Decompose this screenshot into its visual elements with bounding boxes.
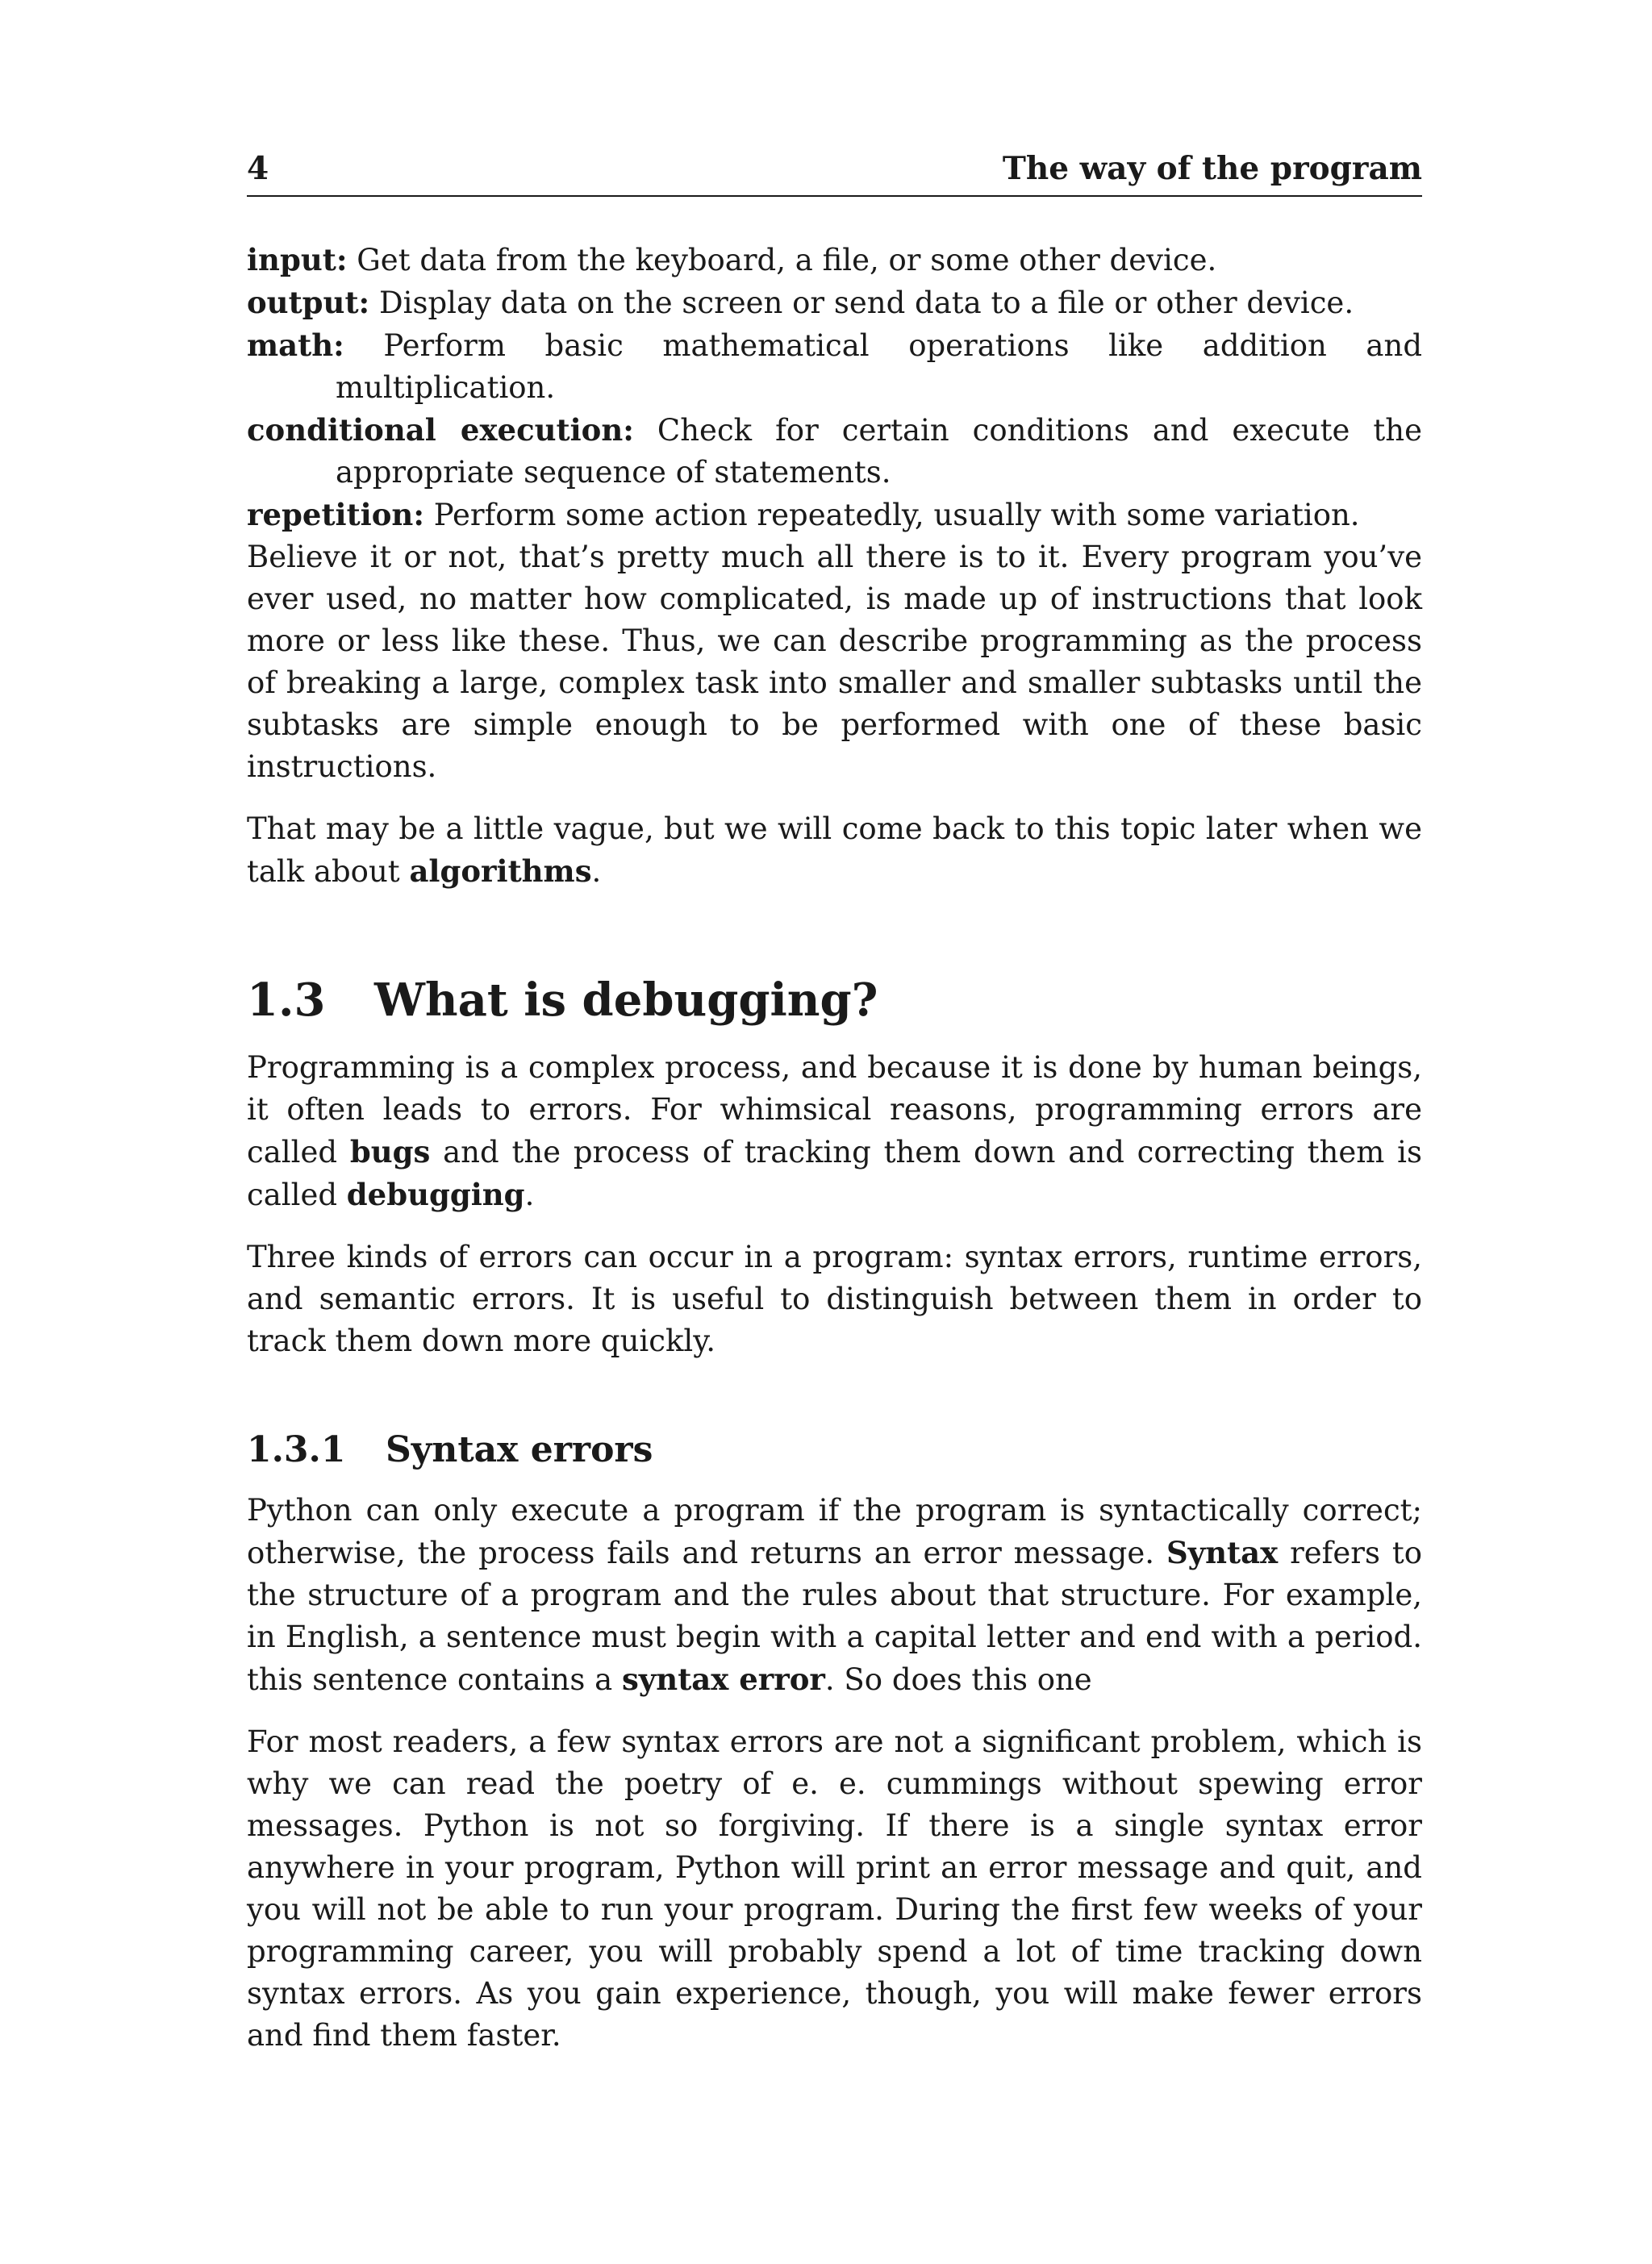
keyword-syntax: Syntax: [1166, 1535, 1279, 1570]
chapter-title: The way of the program: [1002, 150, 1422, 187]
page-number: 4: [247, 150, 269, 187]
body-paragraph: That may be a little vague, but we will come back to this topic later when we talk about algorithms.: [247, 811, 1422, 889]
definition-term: output:: [247, 285, 370, 320]
definition-text: Perform basic mathematical operations like addition and multiplication.: [336, 328, 1422, 405]
subsection-number: 1.3.1: [247, 1429, 346, 1470]
running-header: [247, 150, 1422, 197]
definition-text: Get data from the keyboard, a file, or some other device.: [357, 243, 1217, 277]
definition-term: math:: [247, 327, 344, 363]
definition-term: repetition:: [247, 497, 424, 532]
definition-input: [247, 239, 1422, 281]
definition-text: Perform some action repeatedly, usually with some variation.: [433, 498, 1360, 532]
body-paragraph: Three kinds of errors can occur in a program: syntax errors, runtime errors, and semantic errors. It is useful to distinguish between them in order to track them down more quickly.: [247, 1240, 1422, 1358]
keyword-debugging: debugging: [346, 1177, 525, 1212]
body-paragraph: Python can only execute a program if the program is syntactically correct; otherwise, the process fails and returns an error message. Syntax refers to the structure of a program and the rules about that structure. For example, in English, a sentence must begin with a capital letter and end with a period. this sentence contains a syntax error. So does this one: [247, 1493, 1422, 1697]
body-paragraph: Believe it or not, that’s pretty much all there is to it. Every program you’ve ever used, no matter how complicated, is made up of instructions that look more or less like these. Thus, we can describe programming as the process of breaking a large, complex task into smaller and smaller subtasks until the subtasks are simple enough to be performed with one of these basic instructions.: [247, 540, 1422, 784]
section-number: 1.3: [247, 974, 326, 1027]
definition-text: Display data on the screen or send data to a file or other device.: [378, 286, 1354, 320]
subsection-title: Syntax errors: [386, 1429, 653, 1470]
section-heading: [247, 913, 1422, 1047]
keyword-syntax-error: syntax error: [621, 1662, 825, 1697]
page-content: [247, 239, 1422, 2077]
subsection-heading: [247, 1382, 1422, 1490]
definition-math: [247, 324, 1422, 409]
body-paragraph: For most readers, a few syntax errors are not a significant problem, which is why we can read the poetry of e. e. cummings without spewing error messages. Python is not so forgiving. If there is a single syntax error anywhere in your program, Python will print an error message and quit, and you will not be able to run your program. During the first few weeks of your programming career, you will probably spend a lot of time tracking down syntax errors. As you gain experience, though, you will make fewer errors and find them faster.: [247, 1724, 1422, 2053]
definition-text: Check for certain conditions and execute the appropriate sequence of statements.: [336, 413, 1422, 490]
definition-output: [247, 281, 1422, 324]
definition-term: conditional execution:: [247, 412, 634, 448]
definition-conditional-execution: [247, 409, 1422, 494]
body-paragraph: Programming is a complex process, and because it is done by human beings, it often leads to errors. For whimsical reasons, programming errors are called bugs and the process of tracking them down and correcting them is called debugging.: [247, 1050, 1422, 1212]
definition-repetition: [247, 494, 1422, 536]
keyword-bugs: bugs: [349, 1134, 431, 1170]
keyword-algorithms: algorithms: [409, 853, 592, 889]
section-title: What is debugging?: [374, 974, 878, 1027]
definition-term: input:: [247, 242, 348, 277]
